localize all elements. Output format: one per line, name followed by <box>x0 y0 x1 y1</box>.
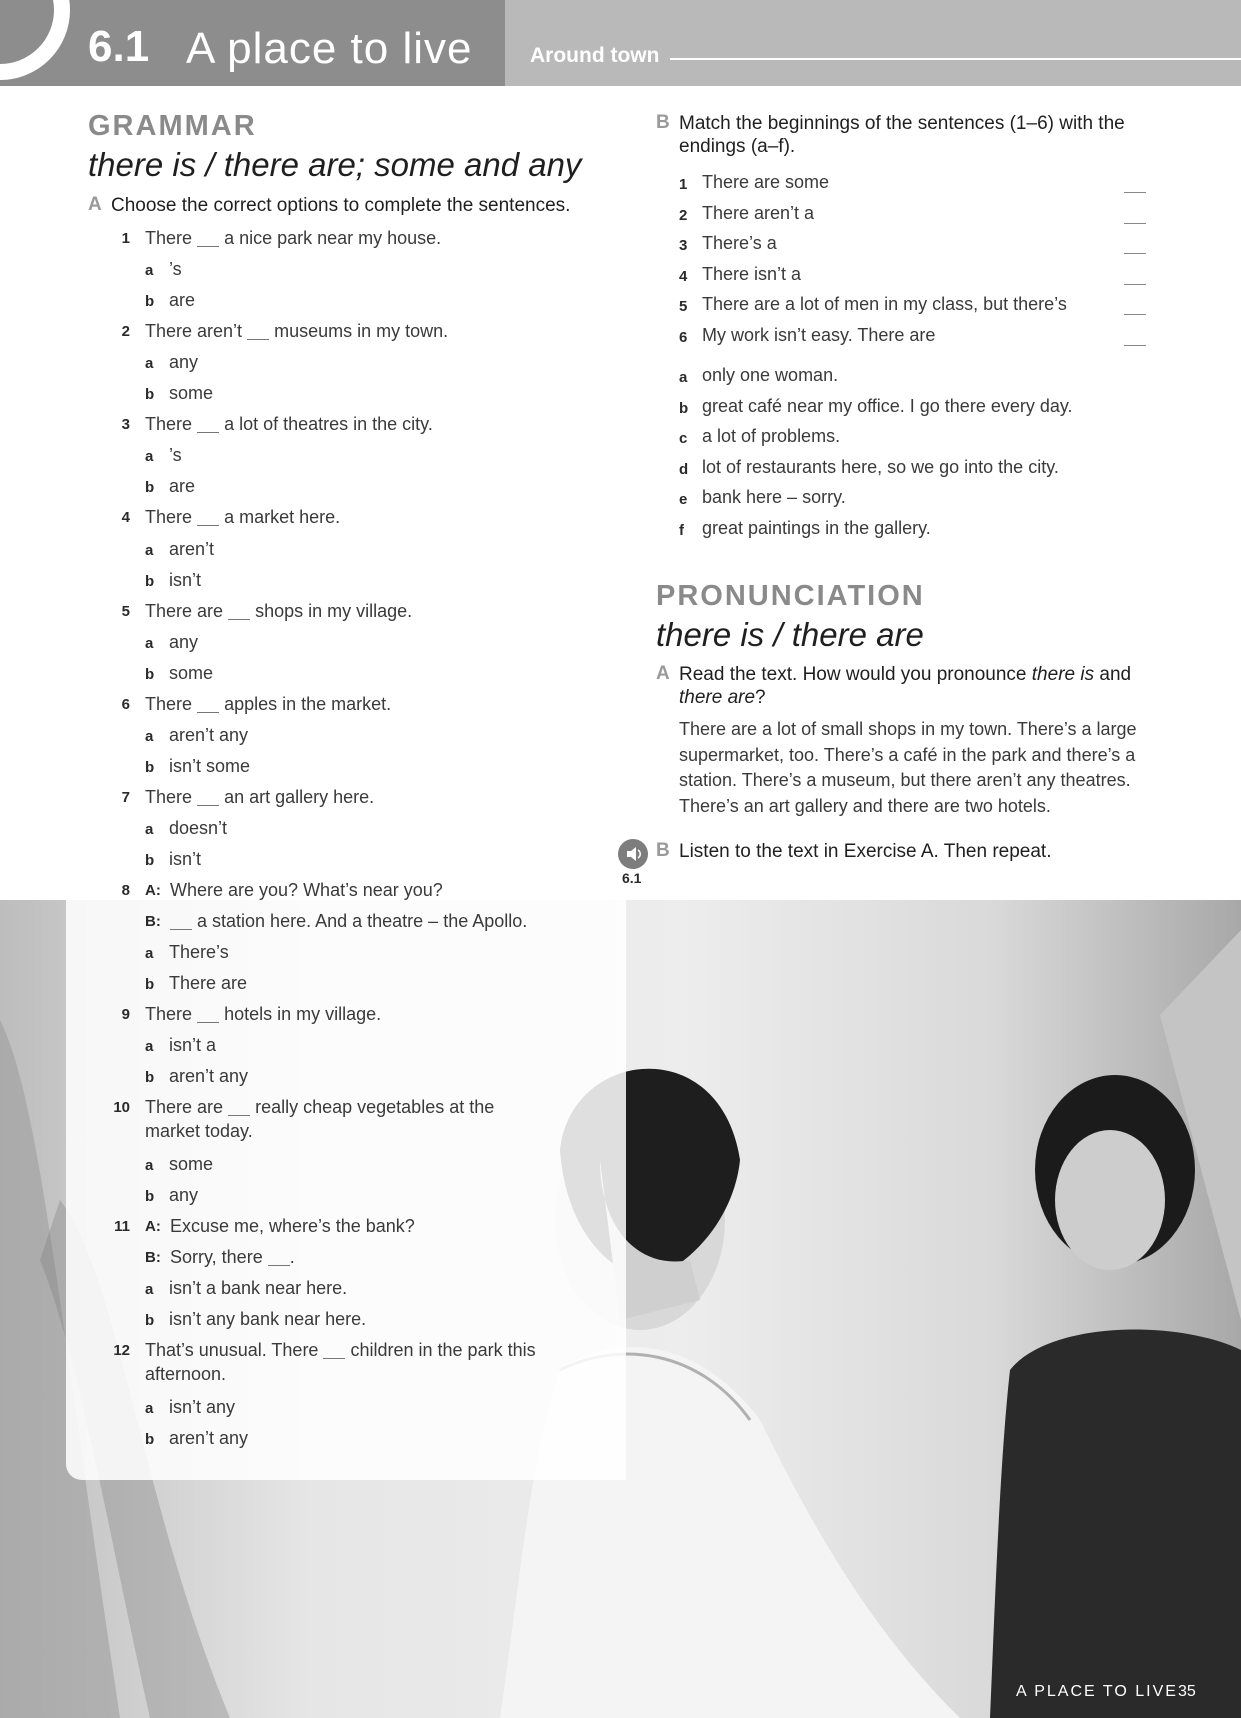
question-pre: There aren’t <box>145 321 243 342</box>
question-post: apples in the market. <box>224 693 392 714</box>
exercise-letter: B <box>656 112 670 133</box>
option-text: are <box>169 290 196 311</box>
option-text: some <box>169 662 214 683</box>
answer-line <box>1124 223 1146 224</box>
answer-blank <box>197 1022 219 1023</box>
option-text: isn’t <box>169 569 202 590</box>
question-number: 4 <box>121 509 130 527</box>
answer-line <box>1124 314 1146 315</box>
option-text: isn’t some <box>169 755 251 776</box>
pronunciation-text <box>679 717 1137 819</box>
question-number: 1 <box>121 230 130 247</box>
answer-blank <box>197 805 219 806</box>
option-letter: b <box>145 572 155 590</box>
answer-blank <box>268 1265 290 1266</box>
instruction-text: Read the text. How would you pronounce <box>679 664 1032 685</box>
option-text: aren’t any <box>169 1066 249 1087</box>
exercise-instruction: Choose the correct options to complete the sentences. <box>111 195 571 216</box>
dialogue-line: Excuse me, where’s the bank? <box>170 1216 415 1236</box>
match-number: 4 <box>679 267 688 285</box>
speaker-label: B: <box>145 913 161 931</box>
option-letter: a <box>145 945 154 963</box>
instruction-emphasis: there are <box>679 687 756 708</box>
match-ending: a lot of problems. <box>702 426 841 447</box>
question-text <box>145 1002 545 1026</box>
option-letter: a <box>145 355 154 373</box>
speaker-label: A: <box>145 882 161 900</box>
question-text <box>145 599 545 623</box>
option-text: There’s <box>169 942 229 963</box>
match-beginning: There aren’t a <box>702 202 815 223</box>
instruction-line: Match the beginnings of the sentences (1–6) with the <box>679 113 1125 134</box>
answer-blank <box>228 619 250 620</box>
question-pre: There <box>145 507 193 528</box>
instruction-text: ? <box>755 687 766 708</box>
page-number: 35 <box>1178 1683 1196 1700</box>
exercise-instruction: Listen to the text in Exercise A. Then repeat. <box>679 841 1052 862</box>
answer-blank <box>197 712 219 713</box>
match-ending: only one woman. <box>702 365 839 385</box>
answer-blank <box>170 929 192 930</box>
question-text <box>145 692 545 716</box>
question-number: 2 <box>121 323 130 341</box>
option-text: some <box>169 1153 214 1174</box>
text-line: There’s an art gallery and there are two hotels. <box>679 795 1051 816</box>
dialogue-text: Sorry, there <box>170 1247 263 1268</box>
answer-blank <box>197 246 219 247</box>
exercise-letter: A <box>88 194 102 215</box>
question-number: 10 <box>113 1099 130 1117</box>
match-number: 1 <box>679 176 688 193</box>
question-number: 7 <box>121 788 130 806</box>
match-number: 2 <box>679 206 688 224</box>
option-text: any <box>169 352 199 373</box>
option-letter: a <box>145 448 154 466</box>
option-text: isn’t any <box>169 1396 236 1417</box>
question-number: 3 <box>121 416 130 434</box>
question-pre: That’s unusual. There <box>145 1340 319 1361</box>
question-pre: There <box>145 228 193 248</box>
question-pre: There <box>145 1004 193 1025</box>
match-beginning: There are some <box>702 172 830 192</box>
grammar-subheading: there is / there are; some and any <box>88 146 582 183</box>
header-banner-right <box>505 0 1241 86</box>
audio-track-number: 6.1 <box>622 870 642 886</box>
match-ending: lot of restaurants here, so we go into the city. <box>702 456 1059 477</box>
question-post: a market here. <box>224 507 341 528</box>
answer-blank <box>247 339 269 340</box>
grammar-heading: GRAMMAR <box>88 110 257 142</box>
answer-line <box>1124 345 1146 346</box>
question-text <box>145 785 545 809</box>
match-ending-letter: f <box>679 522 684 539</box>
option-text: doesn’t <box>169 817 228 838</box>
instruction-text: and <box>1094 664 1132 685</box>
option-text: aren’t any <box>169 1427 249 1448</box>
exercise-instruction <box>679 663 1139 709</box>
instruction-line: endings (a–f). <box>679 136 796 157</box>
speaker-label: A: <box>145 1218 161 1235</box>
option-letter: a <box>145 262 154 280</box>
dialogue-line: Where are you? What’s near you? <box>170 880 443 901</box>
match-ending-letter: b <box>679 399 689 417</box>
instruction-emphasis: there is <box>1031 664 1095 685</box>
answer-line <box>1124 192 1146 193</box>
pronunciation-subheading: there is / there are <box>656 616 924 653</box>
option-letter: a <box>145 1038 154 1056</box>
option-text: ’s <box>169 259 182 280</box>
option-letter: a <box>145 1156 154 1174</box>
option-letter: a <box>145 1399 154 1417</box>
option-letter: a <box>145 541 154 559</box>
option-letter: b <box>145 976 155 994</box>
question-pre: There are <box>145 1097 224 1118</box>
option-text: some <box>169 383 214 404</box>
match-number: 5 <box>679 298 688 316</box>
option-letter: b <box>145 386 155 404</box>
option-letter: b <box>145 1430 155 1448</box>
question-number: 11 <box>114 1218 130 1235</box>
question-post: museums in my town. <box>274 321 449 342</box>
exercise-instruction <box>679 112 1125 158</box>
question-text <box>145 319 545 343</box>
option-text: isn’t a <box>169 1035 217 1056</box>
question-post: a lot of theatres in the city. <box>224 414 433 435</box>
question-number: 6 <box>121 695 130 713</box>
dialogue-text: a station here. And a theatre – the Apollo. <box>197 911 528 932</box>
option-letter: a <box>145 634 154 652</box>
answer-blank <box>323 1358 345 1359</box>
option-text: any <box>169 1184 199 1205</box>
match-ending: great paintings in the gallery. <box>702 518 931 538</box>
option-text: aren’t any <box>169 724 249 745</box>
question-pre: There are <box>145 600 224 621</box>
text-line: supermarket, too. There’s a café in the park and there’s a <box>679 744 1136 765</box>
answer-line <box>1124 253 1146 254</box>
option-letter: b <box>145 479 155 497</box>
dialogue-line <box>170 909 527 933</box>
question-text <box>145 1338 545 1386</box>
match-ending-letter: d <box>679 460 689 478</box>
unit-title: A place to live <box>186 24 473 73</box>
match-ending: great café near my office. I go there every day. <box>702 395 1073 416</box>
match-number: 6 <box>679 329 688 346</box>
match-ending-letter: a <box>679 369 688 386</box>
question-post: shops in my village. <box>255 600 413 621</box>
match-beginning: There’s a <box>702 233 777 254</box>
question-post: an art gallery here. <box>224 786 375 807</box>
question-text <box>145 1095 545 1143</box>
dialogue-text: . <box>289 1247 295 1268</box>
audio-speaker-icon[interactable] <box>618 839 648 869</box>
option-letter: b <box>145 665 155 683</box>
option-letter: b <box>145 1069 155 1087</box>
text-line: There are a lot of small shops in my town. There’s a large <box>679 719 1137 739</box>
question-number: 12 <box>113 1342 130 1360</box>
question-pre: There <box>145 414 193 435</box>
dialogue-line <box>170 1245 295 1269</box>
exercise-letter: B <box>656 840 670 861</box>
option-text: There are <box>169 973 248 994</box>
match-ending: bank here – sorry. <box>702 487 846 508</box>
speaker-label: B: <box>145 1249 161 1267</box>
match-ending-letter: c <box>679 430 688 448</box>
match-beginning: My work isn’t easy. There are <box>702 325 936 345</box>
header-divider <box>670 58 1241 60</box>
question-post: children in the park this <box>350 1340 536 1361</box>
question-number: 8 <box>121 882 130 900</box>
option-text: isn’t a bank near here. <box>169 1278 348 1299</box>
option-letter: b <box>145 758 155 776</box>
match-beginning: There are a lot of men in my class, but there’s <box>702 294 1067 315</box>
question-post: a nice park near my house. <box>224 228 442 248</box>
question-text <box>145 226 545 250</box>
answer-blank <box>197 525 219 526</box>
option-letter: a <box>145 727 154 745</box>
question-number: 9 <box>121 1006 130 1024</box>
match-beginning: There isn’t a <box>702 263 802 284</box>
question-post: really cheap vegetables at the <box>255 1097 495 1118</box>
question-post: hotels in my village. <box>224 1004 382 1025</box>
question-text <box>145 412 545 436</box>
pronunciation-heading: PRONUNCIATION <box>656 580 925 612</box>
unit-number: 6.1 <box>88 22 150 71</box>
option-letter: b <box>145 1312 155 1330</box>
question-continuation: market today. <box>145 1121 253 1142</box>
option-text: are <box>169 476 196 497</box>
option-letter: b <box>145 852 155 869</box>
section-label: Around town <box>530 44 660 67</box>
question-number: 5 <box>121 602 130 620</box>
footer-unit-title: A PLACE TO LIVE <box>1016 1683 1178 1700</box>
option-letter: a <box>145 820 154 838</box>
option-letter: b <box>145 1187 155 1205</box>
match-ending-letter: e <box>679 491 688 509</box>
option-letter: b <box>145 293 155 311</box>
answer-blank <box>228 1115 250 1116</box>
exercise-letter: A <box>656 663 670 684</box>
option-text: ’s <box>169 445 182 466</box>
answer-blank <box>197 432 219 433</box>
option-text: isn’t any bank near here. <box>169 1309 367 1330</box>
answer-line <box>1124 284 1146 285</box>
option-text: aren’t <box>169 538 215 559</box>
question-continuation: afternoon. <box>145 1364 227 1385</box>
match-number: 3 <box>679 237 688 255</box>
question-pre: There <box>145 693 193 714</box>
option-text: any <box>169 631 199 652</box>
question-text <box>145 505 545 529</box>
question-pre: There <box>145 786 193 807</box>
option-text: isn’t <box>169 849 202 869</box>
option-letter: a <box>145 1281 154 1299</box>
text-line: station. There’s a museum, but there aren’t any theatres. <box>679 770 1131 790</box>
